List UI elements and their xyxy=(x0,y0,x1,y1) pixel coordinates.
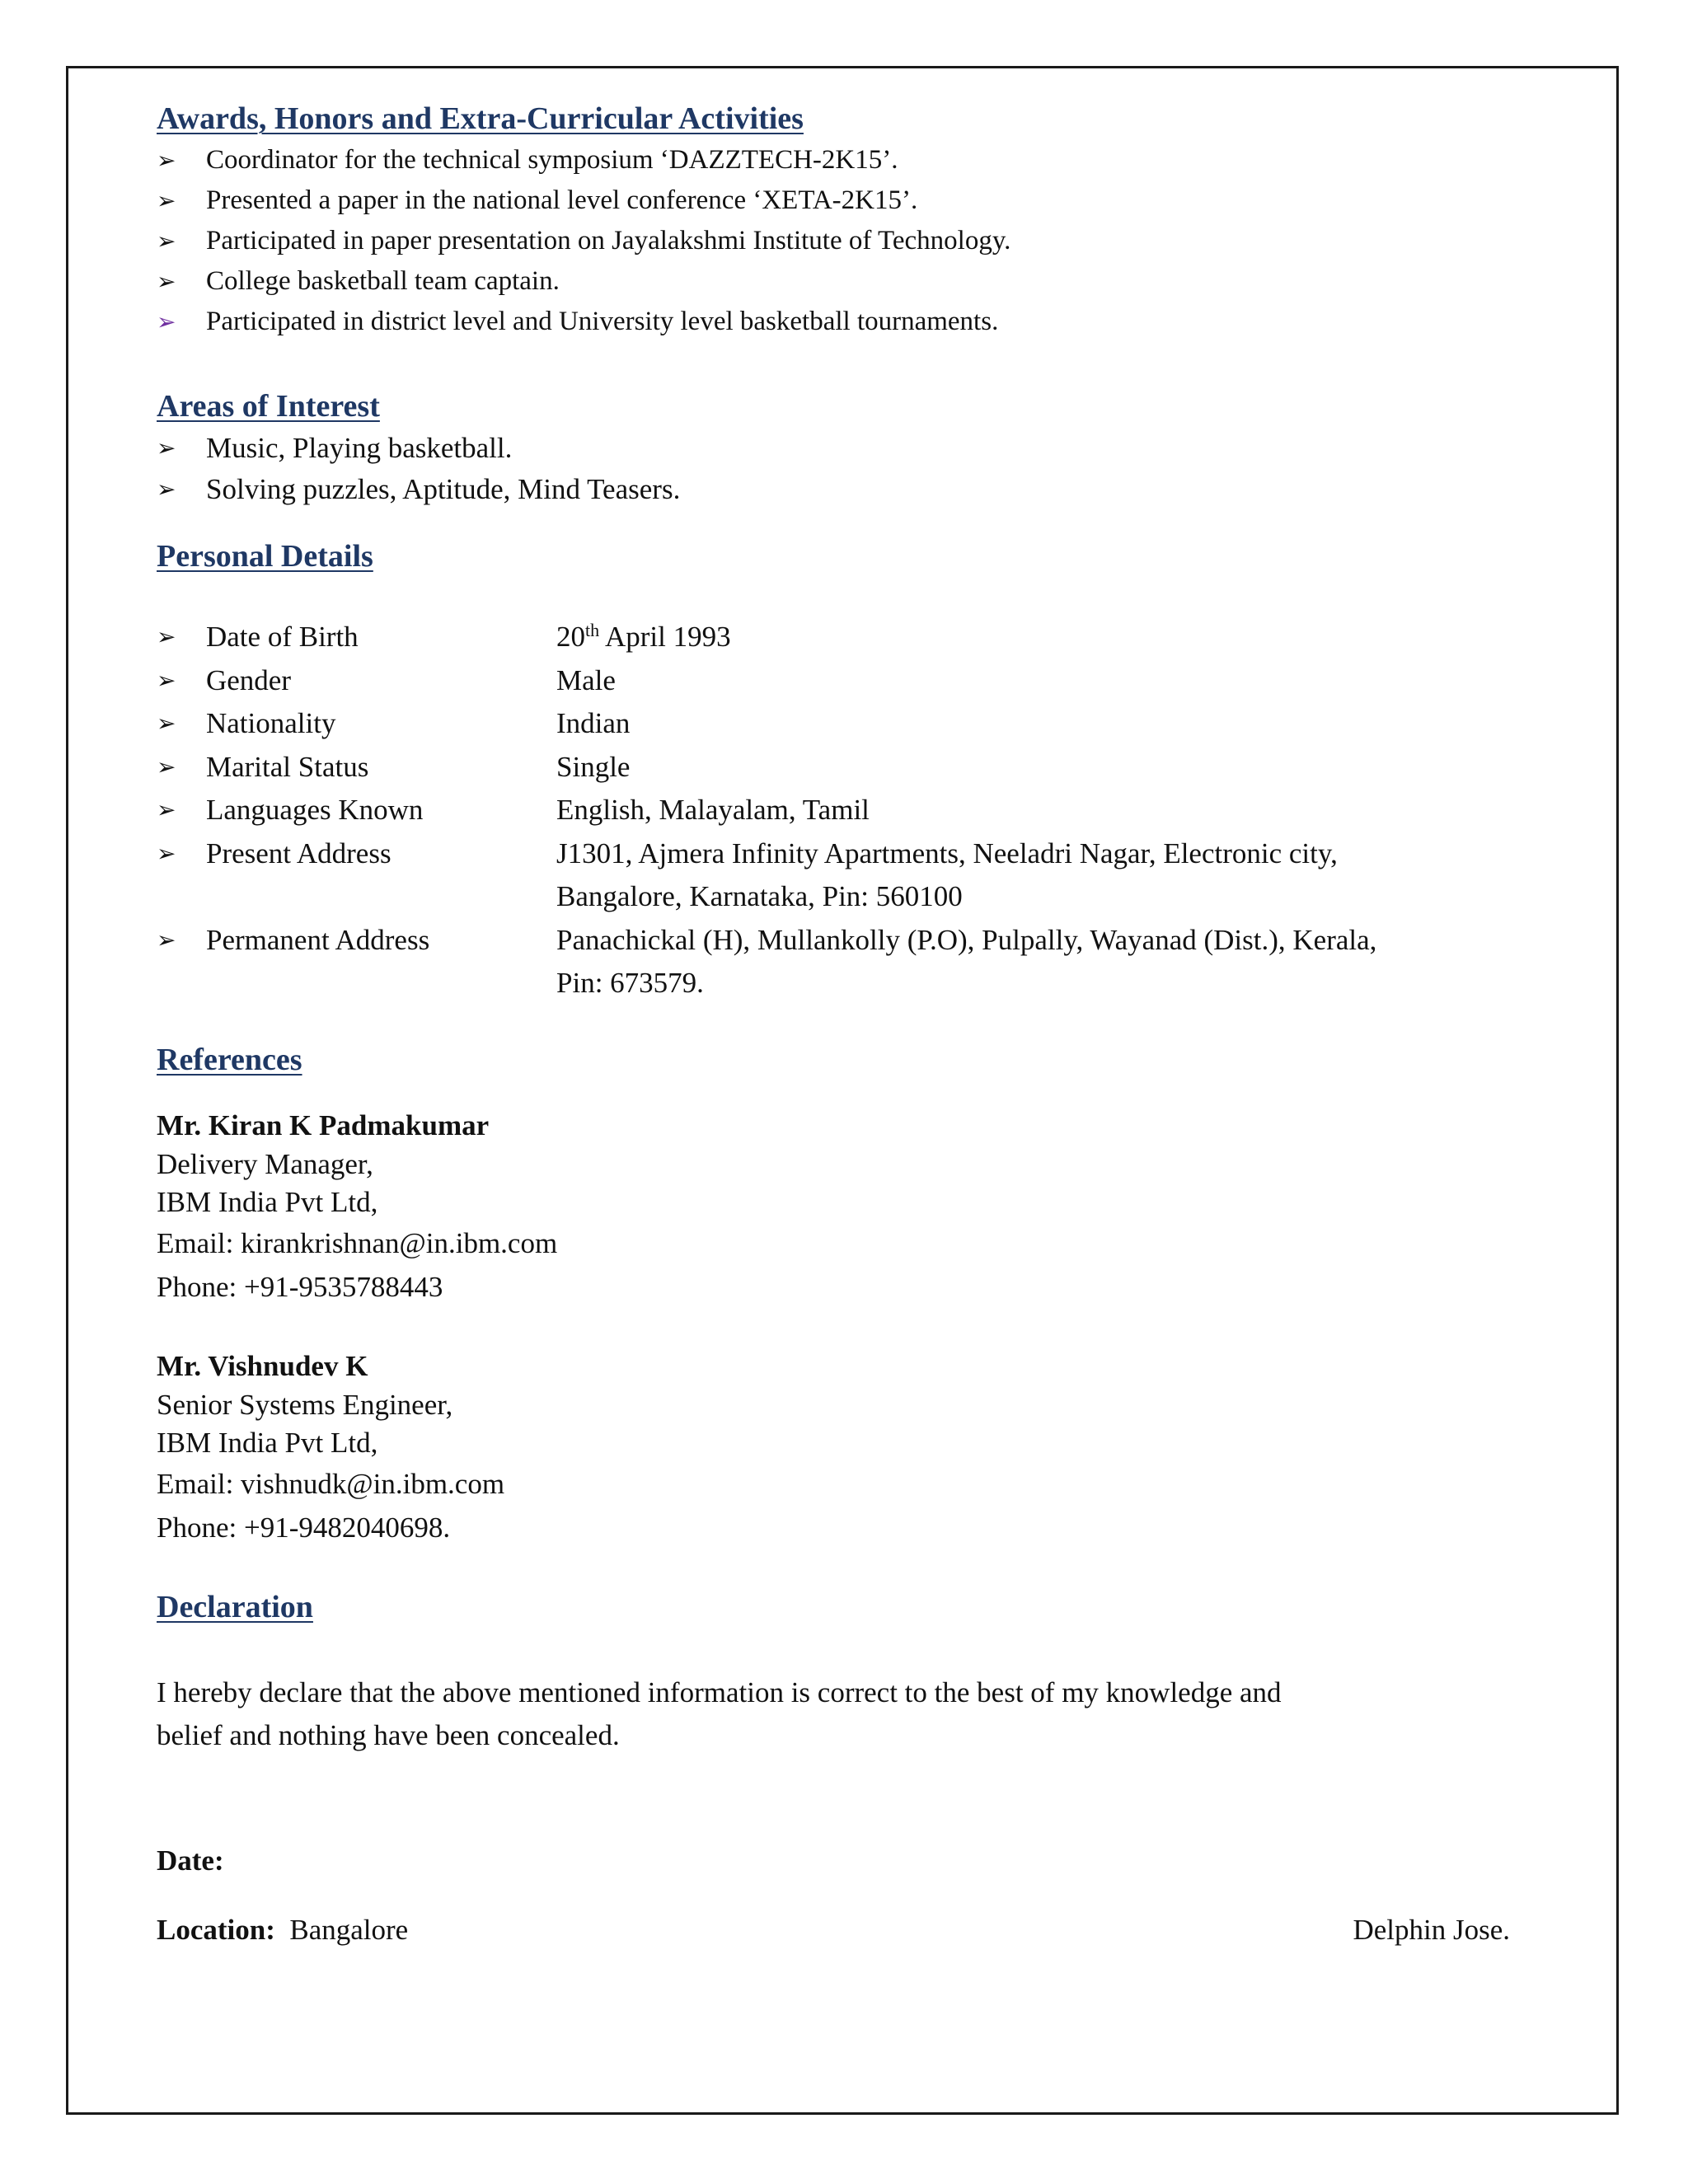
arrow-bullet-icon: ➢ xyxy=(157,476,176,503)
list-item xyxy=(157,261,1525,302)
reference-company: IBM India Pvt Ltd, xyxy=(157,1185,378,1218)
detail-label: Present Address xyxy=(206,837,392,869)
detail-value xyxy=(556,832,1525,919)
arrow-bullet-icon: ➢ xyxy=(157,752,176,780)
declaration-heading: Declaration xyxy=(157,1589,313,1624)
interests-list xyxy=(157,428,1525,510)
award-text: College basketball team captain. xyxy=(206,266,560,296)
interests-heading: Areas of Interest xyxy=(157,389,380,424)
awards-section xyxy=(157,97,1525,342)
detail-label: Languages Known xyxy=(206,794,424,826)
arrow-bullet-icon: ➢ xyxy=(157,187,176,214)
arrow-bullet-icon: ➢ xyxy=(157,796,176,823)
location-label: Location: xyxy=(157,1913,275,1946)
list-item xyxy=(157,919,1525,1005)
present-address-line1: J1301, Ajmera Infinity Apartments, Neeladri Nagar, Electronic city, xyxy=(556,837,1338,869)
detail-value: Single xyxy=(556,750,631,783)
arrow-bullet-icon: ➢ xyxy=(157,147,176,174)
detail-label: Marital Status xyxy=(206,750,369,783)
detail-value xyxy=(556,919,1525,1005)
awards-list xyxy=(157,140,1525,342)
permanent-address-line1: Panachickal (H), Mullankolly (P.O), Pulpally, Wayanad (Dist.), Kerala, xyxy=(556,923,1377,956)
location-row xyxy=(157,1909,1525,1952)
signature-name: Delphin Jose. xyxy=(1353,1913,1510,1946)
declaration-line1: I hereby declare that the above mentioned information is correct to the best of my knowledge and xyxy=(157,1675,1282,1708)
detail-label: Permanent Address xyxy=(206,923,430,956)
list-item xyxy=(157,832,1525,919)
dob-suffix: th xyxy=(585,620,600,640)
arrow-bullet-icon: ➢ xyxy=(157,308,176,335)
list-item xyxy=(157,302,1525,342)
interests-section xyxy=(157,385,1525,510)
detail-value xyxy=(556,616,1525,659)
references-section xyxy=(157,1038,1525,1549)
personal-section xyxy=(157,535,1525,1005)
arrow-bullet-icon: ➢ xyxy=(157,434,176,462)
list-item xyxy=(157,659,1525,703)
reference-1 xyxy=(157,1106,1525,1309)
reference-email: Email: kirankrishnan@in.ibm.com xyxy=(157,1226,558,1259)
detail-value: Male xyxy=(556,663,616,696)
declaration-line2: belief and nothing have been concealed. xyxy=(157,1718,620,1751)
arrow-bullet-icon: ➢ xyxy=(157,623,176,650)
references-heading: References xyxy=(157,1042,302,1077)
list-item xyxy=(157,789,1525,832)
personal-heading: Personal Details xyxy=(157,539,373,574)
declaration-text xyxy=(157,1671,1525,1757)
resume-page xyxy=(157,97,1525,1952)
detail-label: Date of Birth xyxy=(206,621,359,653)
arrow-bullet-icon: ➢ xyxy=(157,227,176,255)
reference-phone: Phone: +91-9535788443 xyxy=(157,1270,443,1303)
reference-name: Mr. Kiran K Padmakumar xyxy=(157,1108,490,1141)
list-item xyxy=(157,469,1525,510)
permanent-address-line2: Pin: 673579. xyxy=(556,967,704,999)
arrow-bullet-icon: ➢ xyxy=(157,926,176,954)
award-text: Participated in district level and University level basketball tournaments. xyxy=(206,307,999,336)
list-item xyxy=(157,746,1525,790)
detail-label: Gender xyxy=(206,663,292,696)
reference-name: Mr. Vishnudev K xyxy=(157,1349,368,1382)
list-item xyxy=(157,428,1525,469)
reference-2 xyxy=(157,1347,1525,1549)
personal-details-list xyxy=(157,616,1525,1005)
detail-value: Indian xyxy=(556,707,631,739)
arrow-bullet-icon: ➢ xyxy=(157,710,176,737)
signoff-section xyxy=(157,1840,1525,1952)
arrow-bullet-icon: ➢ xyxy=(157,666,176,694)
reference-email: Email: vishnudk@in.ibm.com xyxy=(157,1467,505,1500)
detail-label: Nationality xyxy=(206,707,336,739)
interest-text: Solving puzzles, Aptitude, Mind Teasers. xyxy=(206,473,681,505)
award-text: Coordinator for the technical symposium ‘DAZZTECH-2K15’. xyxy=(206,145,898,175)
awards-heading: Awards, Honors and Extra-Curricular Activities xyxy=(157,101,804,136)
reference-phone: Phone: +91-9482040698. xyxy=(157,1511,451,1544)
list-item xyxy=(157,221,1525,261)
award-text: Participated in paper presentation on Jayalakshmi Institute of Technology. xyxy=(206,226,1011,255)
present-address-line2: Bangalore, Karnataka, Pin: 560100 xyxy=(556,880,963,912)
location-value: Bangalore xyxy=(289,1913,409,1946)
list-item xyxy=(157,702,1525,746)
award-text: Presented a paper in the national level conference ‘XETA-2K15’. xyxy=(206,185,918,215)
list-item xyxy=(157,140,1525,180)
dob-day: 20 xyxy=(556,621,585,653)
date-label: Date: xyxy=(157,1844,224,1877)
reference-company: IBM India Pvt Ltd, xyxy=(157,1426,378,1459)
arrow-bullet-icon: ➢ xyxy=(157,268,176,295)
arrow-bullet-icon: ➢ xyxy=(157,839,176,867)
detail-value: English, Malayalam, Tamil xyxy=(556,794,870,826)
reference-title: Delivery Manager, xyxy=(157,1147,373,1180)
declaration-section xyxy=(157,1586,1525,1757)
list-item xyxy=(157,616,1525,659)
reference-title: Senior Systems Engineer, xyxy=(157,1388,453,1421)
dob-rest: April 1993 xyxy=(599,621,731,653)
interest-text: Music, Playing basketball. xyxy=(206,432,513,464)
list-item xyxy=(157,180,1525,221)
